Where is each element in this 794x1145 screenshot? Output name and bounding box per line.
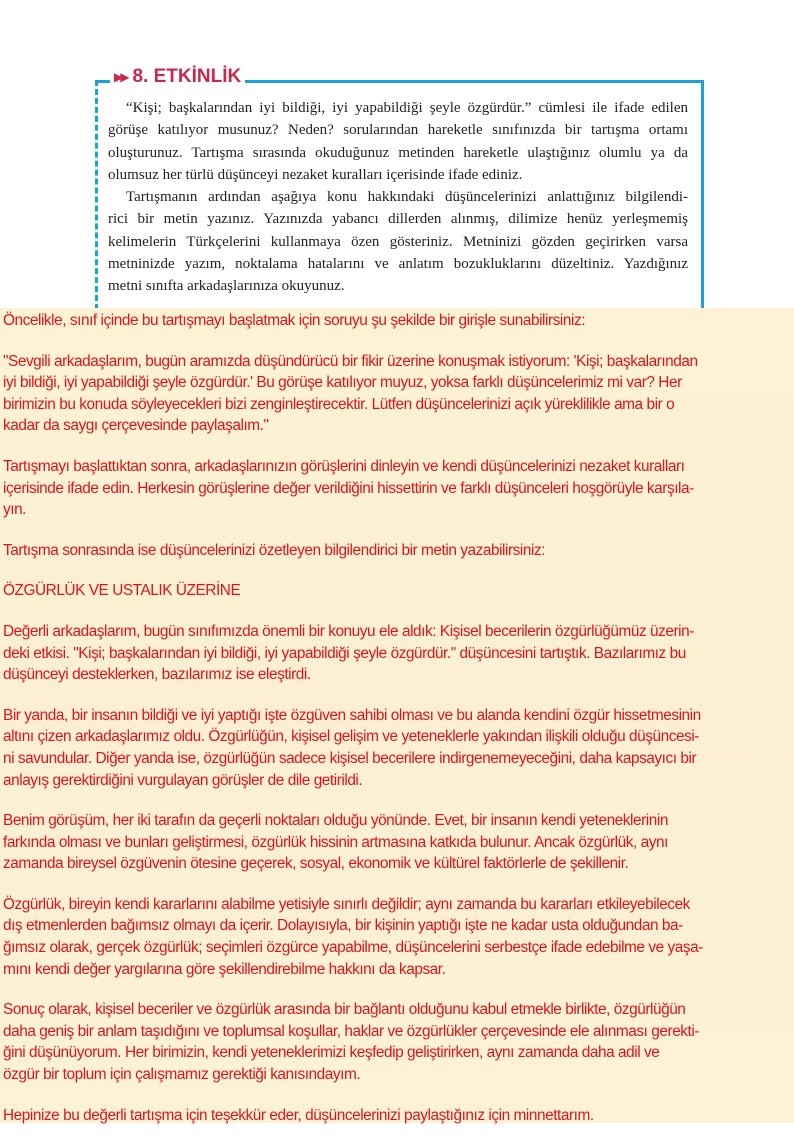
- answer-line: altını çizen arkadaşlarımız oldu. Özgürlüğün, kişisel gelişim ve yeteneklerle yakından ilişkili olduğu düşüncesi-: [3, 728, 699, 746]
- answer-line: Öncelikle, sınıf içinde bu tartışmayı başlatmak için soruyu şu şekilde bir girişle sunabilirsiniz:: [3, 312, 586, 329]
- activity-title: 8. ETKİNLİK: [132, 66, 242, 87]
- answer-line: Hepinize bu değerli tartışma için teşekkür eder, düşüncelerinizi paylaştığınız için minnettarım.: [3, 1106, 594, 1124]
- answer-line: anlayış gerektirdiğini vurgulayan görüşler de dile getirildi.: [3, 771, 363, 789]
- answer-line: ğımsız olarak, gerçek özgürlük; seçimleri özgürce yapabilme, düşüncelerini serbestçe ifade edebilme ve yaşa-: [3, 939, 703, 957]
- answer-line: Değerli arkadaşlarım, bugün sınıfımızda önemli bir konuyu ele aldık: Kişisel becerilerin özgürlüğümüz üzerin-: [3, 622, 694, 640]
- answer-line: ÖZGÜRLÜK VE USTALIK ÜZERİNE: [3, 582, 241, 600]
- answer-line: içerisinde ifade edin. Herkesin görüşlerine değer verildiğini hissettirin ve farklı düşünceleri hoşgörüyle karşıla-: [3, 479, 694, 497]
- answer-line: birimizin bu konuda söyleyecekleri bizi zenginleştirecektir. Lütfen düşüncelerinizi açık yüreklilikle ama bir o: [3, 395, 675, 413]
- answer-line: düşünceyi desteklerken, bazılarımız ise eleştirdi.: [3, 666, 311, 684]
- activity-header: [110, 66, 245, 88]
- task-line: Tartışmanın ardından aşağıya konu hakkındaki düşüncelerinizi anlattığınız bilgilendi-: [126, 189, 688, 206]
- answer-line: Sonuç olarak, kişisel beceriler ve özgürlük arasında bir bağlantı olduğunu kabul etmekle birlikte, özgürlüğün: [3, 1001, 686, 1019]
- answer-paragraph: [3, 621, 791, 686]
- answer-line: Benim görüşüm, her iki tarafın da geçerli noktaları olduğu yönünde. Evet, bir insanın kendi yeteneklerinin: [3, 812, 668, 830]
- answer-paragraph: [3, 705, 791, 791]
- answer-line: Özgürlük, bireyin kendi kararlarını alabilme yetisiyle sınırlı değildir; aynı zamanda bu kararları etkileyebilecek: [3, 895, 690, 913]
- answer-paragraph: [3, 810, 791, 875]
- task-line: görüşe katılıyor musunuz? Neden? sorularından hareketle sınıfınızda bir tartışma ortamı: [108, 122, 688, 139]
- answer-line: dış etmenlerden bağımsız olmayı da içerir. Dolayısıyla, bir kişinin yaptığı işte ne kadar usta olduğundan ba-: [3, 917, 683, 935]
- answer-line: Bir yanda, bir insanın bildiği ve iyi yaptığı işte özgüven sahibi olması ve bu alanda kendini özgür hissetmesinin: [3, 706, 701, 724]
- task-line: oluşturunuz. Tartışma sırasında okuduğunuz metinden hareketle ulaştığınız olumlu ya da: [108, 144, 688, 161]
- task-line: kelimelerin Türkçelerini kullanmaya özen gösteriniz. Metninizi gözden geçirirken varsa: [108, 233, 688, 250]
- answer-paragraph: [3, 456, 791, 521]
- answer-line: "Sevgili arkadaşlarım, bugün aramızda düşündürücü bir fikir üzerine konuşmak istiyorum: 'Kişi; başkalarından: [3, 352, 698, 370]
- task-line: metni sınıfta arkadaşlarınıza okuyunuz.: [108, 278, 345, 295]
- task-line: olumsuz her türlü düşünceyi nezaket kuralları içerisinde ifade ediniz.: [108, 166, 523, 183]
- answer-line: Tartışma sonrasında ise düşüncelerinizi özetleyen bilgilendirici bir metin yazabilirsiniz:: [3, 541, 546, 559]
- task-paragraph: [108, 97, 688, 186]
- answer-line: zamanda bireysel özgüvenin ötesine geçerek, sosyal, ekonomik ve kültürel faktörlerle de şekillenir.: [3, 855, 629, 873]
- answer-paragraph: [3, 310, 791, 332]
- answer-line: Tartışmayı başlattıktan sonra, arkadaşlarınızın görüşlerini dinleyin ve kendi düşüncelerinizi nezaket kuralları: [3, 457, 685, 475]
- answer-line: daha geniş bir anlam taşıdığını ve toplumsal koşullar, haklar ve özgürlükler çerçevesinde ele alınması gerekti-: [3, 1022, 700, 1040]
- answer-line: yın.: [3, 501, 27, 519]
- answer-line: iyi bildiği, iyi yapabildiği şeyle özgürdür.' Bu görüşe katılıyor muyuz, yoksa farklı düşüncelerimiz mi var? Her: [3, 374, 682, 392]
- answer-line: kadar da saygı çerçevesinde paylaşalım.": [3, 417, 269, 435]
- task-line: “Kişi; başkalarından iyi bildiği, iyi yapabildiği şeyle özgürdür.” cümlesi ile ifade edilen: [126, 100, 688, 116]
- answer-line: ğini düşünüyorum. Her birimizin, kendi yeteneklerimizi keşfedip geliştirirken, aynı zamanda daha adil ve: [3, 1044, 660, 1062]
- answer-paragraph: [3, 999, 791, 1085]
- answer-line: mını kendi değer yargılarına göre şekillendirebilme hakkını da kapsar.: [3, 960, 446, 978]
- activity-frame-dashed-edge: [95, 80, 98, 310]
- double-chevron-right-icon: ▶▶: [114, 70, 127, 84]
- answer-paragraph: [3, 540, 791, 562]
- task-paragraph: [108, 186, 688, 297]
- answer-panel: [0, 308, 794, 1123]
- answer-paragraph: [3, 894, 791, 980]
- answer-paragraph: [3, 351, 791, 437]
- answer-line: deki etkisi. "Kişi; başkalarından iyi bildiği, iyi yapabildiği şeyle özgürdür." düşüncesini tartıştık. Bazılarımız bu: [3, 644, 686, 662]
- answer-line: ni savundular. Diğer yanda ise, özgürlüğün sadece kişisel becerilere indirgenemeyeceğini, daha kapsayıcı bir: [3, 749, 697, 767]
- answer-line: özgür bir toplum için çalışmamız gerektiği kanısındayım.: [3, 1066, 361, 1084]
- activity-instructions: [108, 97, 688, 298]
- task-line: rici bir metin yazınız. Yazınızda yabancı dillerden alınmış, dilimize henüz yerleşmemiş: [108, 211, 688, 228]
- answer-paragraph: [3, 580, 791, 602]
- answer-text: [3, 310, 791, 1145]
- task-line: metninizde yazım, noktalama hatalarını ve anlatım bozukluklarını düzeltiniz. Yazdığınız: [108, 256, 688, 273]
- answer-line: farkında olması ve bunları geliştirmesi, özgürlük hissinin artmasına katkıda bulunur. Ancak özgürlük, aynı: [3, 833, 668, 851]
